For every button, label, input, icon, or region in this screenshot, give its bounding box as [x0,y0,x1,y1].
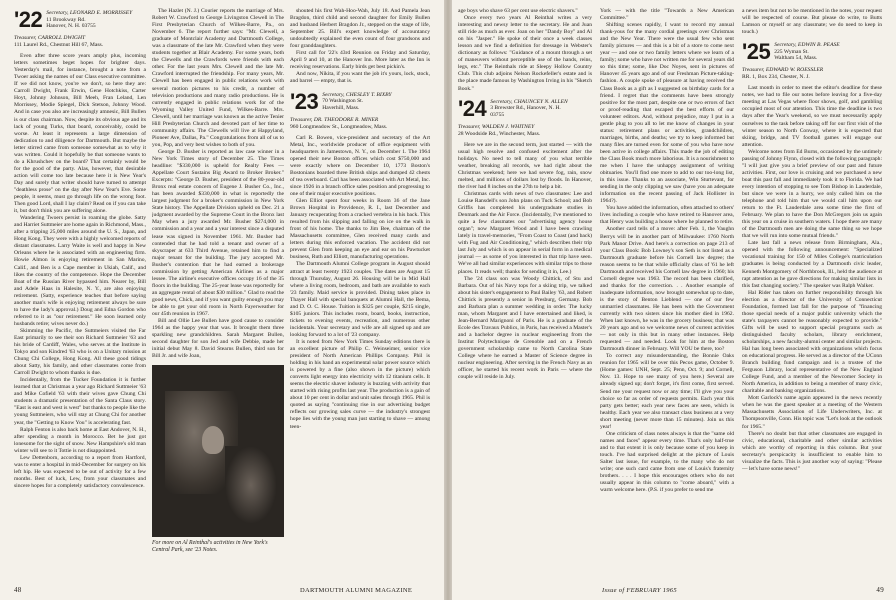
paragraph: Hal Rider has taken on further responsibility through his election as a director of the University of Connecticut Foundation, formed last fall for the purpose of "financing those special needs of a major public university which the state's taxpayers cannot be reasonably expected to provide." Gifts will be used to support special programs such as distinguished faculty scholars, library enrichment, scholarships, a new faculty-alumni center and similar projects. Hal has long been associated with organizations which focus on educational progress. He served as a director of the UConn Branch building fund campaign and is a trustee of the Ferguson Library, local representative of the New England College Fund, and a member of the Newcomer Society in North America, in addition to being a member of many civic, charitable and banking organizations. [742,289,882,395]
paragraph: One criticism of class notes always is that the "same old names and faces" appear every time. That's only half-true and to that extent it is only because some of you keep in touch. I've had surprised delight at the picture of Louis Salter last issue, for example, to the many who do not write; one such card came from one of Louis's fraternity brothers. . . . I hope this encourages others who do not usually appear in this column to "come aboard," with a warm welcome here. (P.S. if you prefer to send me [600,430,734,494]
paragraph: Late last fall a news release from Birmingham, Ala., opened with the following announcement: "Specialized vocational training for 150 of Miles College's matriculation graduates is being conducted by a Dartmouth civic leader, Kenneth Montgomery of Northbrook, Ill., held the audience at rapt attention as he gave directions for making similar lists in this fast changing society." The speaker was Ralph Walker. [742,240,882,289]
paragraph: Christmas cards with news of two classmates: Lee and Louise Ransdell's son John plans on Tuck School; and Bob Griffis has completed his undergraduate studies in Denmark and the Air Force. (Incidentally, I've mentioned to quite a few classmates our "advertising agency house organ"; now Margaret Wood and I have been crawling lately in travel-memories, "From Coast to Coast (and back) with Fug and Air Conditioning," which describes their trip last July and which is on appear in serial form in a medical journal — as some of you interested in that trip have seen. We've all had similar experiences with similar trips to those places. It reads well; thanks for sending it in, Lee.) [458,190,592,275]
paragraph: Lew Dettenborn, according to a report from Hartford, was to enter a hospital in mid-December for surgery on his left hip. He was expected to be out of activity for a few months. Best of luck, Lew, from your classmates and sincere hopes for a completely satisfactory convalescence. [14,454,146,489]
page-gutter [444,0,452,600]
paragraph: George D. Busher is reported as law case winner in a New York Times story of December 25. The Times headline: "$330,000 is upheld for Realty Fees — Appellate Court Sustains Big Award to Broker Broker." Excerpts: "George D. Busher, president of the 80-year-old Bronx real estate concern of Eugene J. Busher Co., Inc., has been awarded $330,000 in what is reportedly the largest judgment for a broker's commission in New York State history. The Appellate Division upheld on Dec. 21 a judgment awarded by the Supreme Court in the Bronx last May when a jury awarded Mr. Busher $274,000 in commission and a year and a year interest since a disputed lease was signed in November 1961. Mr. Busher had contended that he had told a tenant and owner of a skyscraper at 633 Third Avenue, retained him to find a major tenant for the building. The jury accepted Mr. Busher's contention that he had earned a brokerage commission by getting American Airlines as a major lessee. The airline's executive offices occupy 16 of the 35 floors in the building. The 25-year lease was reportedly for an aggregate rental of about $30 million." Glad to read the good news, Chick, and if you want guilty enough you may be able to get your old room in North Fayerweather for our 45th reunion in 1967. [152,148,284,318]
paragraph: And now, Nikita, if you want the job it's yours, lock, stock, and barrel — empty, that is. [290,71,430,85]
right-footer-title: Issue of FEBRUARY 1965 [602,587,677,594]
paragraph: Welcome notes from Ed Burns, occasioned by the untimely passing of Johnny Flynn, closed with the following paragraph: "I will just give you a brief preview of our past and future activities. First, our love is cruising and we purchased a new boat this past fall and immediately took it to Florida. We had every intention of stopping to see Tom Bishop in Lauderdale, but since we were in a hurry, we only called him on the telephone and told him that we would call him upon our return to the Ft. Lauderdale area some time the first of February. We plan to have the Don McGregors join us again this year on a cruise in southern waters. I hope there are many of the Dartmouth men are doing the same thing so we hope that we will run into some mutual friends." [742,148,882,240]
left-column-2 [152,8,284,580]
paragraph: You have added the information, often attached to others' lives including a couple who have retired to Hanover area, that Henry was building a house where he planned to retire. [600,205,734,226]
class-1922-treasurer: Treasurer, CARROLL DWIGHT 111 Laurel Rd., Chestnut Hill 67, Mass. [14,35,104,49]
paragraph: a news item but not to be mentioned in the notes, your request will be respected of course. But please do write, to Butts Lamson or myself or any classmate; we do need to keep in touch.) [742,8,882,36]
paragraph: shouted his first Wah-Hoo-Wah, July 18. And Pamela Jean Bragdon, third child and second daughter for Emily Bullen and husband Herbert Bragdon Jr., stepped on the stage of life, September 25. Bill's expert knowledge of accountancy undoubtedly explained the even count of four grandsons and four granddaughters. [290,8,430,50]
class-year-1924: '24 [458,95,487,121]
class-1924-secretary: Secretary, CHAUNCEY N. ALLEN 3 Brewster Rd., Hanover, N. H. 03755 [490,98,568,118]
paragraph: Last month in order to meet the editor's deadline for these notes, we had to file our notes before leaving for a five-day meeting at Las Vegas where floor shows, golf, and gambling occupied most of our attention. This time the deadline is two days after the Year's weekend, so we must necessarily apply ourselves to the task before taking off for our first visit of the winter season to North Conway, where it is expected that skiing, bridge, and TV football games will engage our attention. [742,85,882,148]
paragraph: Even after three score years amply plus, incoming letters sometimes beget hopes for brighter days. Yesterday's mail, for instance, brought a note from a Twoer asking the names of our Class executive committee. If we did not know, you're we don't, so here they are: Carroll Dwight, Frank Erwin, Gene Hotchkiss, Carter Hoyt, Johnny Johnson, Bill Meeh, Fran Leland, Len Morrissey, Modie Spiegel, Dick Stetson, Johnny Wood. And in case you also are increasingly amnesic, Bill Bullen is our class chairman. Now, despite its obvious age and its lack of young Turks, that board, conceivably, could be worse. At least it represents a large dimension of dedication to and diligence for Dartmouth. But maybe the letter stirred came from someone somewhat as to why it was written. Could it hopefully be that someone wants to do a Khrushchev on the board? That certainly would be for the good of the party. Alas, however, that desirable action will come too late because here it is New Year's Day and surely that writer should have turned to attempt "deathless prose" on the day after New Year's Eve. Some people, it seems, must go through life on the wrong foot. Then good Lord, shall I lay claim? Read on if you can take it, but don't think you are suffering alone. [14,53,146,215]
class-1924-header [458,95,592,121]
class-1925-treasurer: Treasurer, EDWARD W. ROESSLER RR. 1, Box 234, Chester, N. J. [742,67,824,81]
right-page-number: 49 [876,586,884,594]
paragraph: Another card tells of a move: after Feb. 1, the Vaughn Berrys will be in another part of Milwaukee: 1760 North Park Manor Drive. And here's a correction on page 213 of your Class Book: Bob Lowney's son Seth is not listed as a Dartmouth graduate before his Cornell law degree; the reason seems to be that while officially class of '61 he left Dartmouth and received his Cornell law degree in 1960; his Cornell degree was 1963. The record has been clarified, and thanks for the correction. . . Another example of inadequate information, now brought somewhat up to date, is the story of Benton Lieblend — one of our few unmarried classmates. He has been with the Government currently with two sisters since his mother died in 1962. When last known, he was in the grocery business; that was 20 years ago and so we welcome news of current activities — not only in this but in many other instances. Help requested — and needed. Look for him at the Boston Dartmouth dinner in February. Will YOU be there, too? [600,226,734,353]
class-1923-treasurer: Treasurer, DR. THEODORE R. MINER 960 Longmeadow St., Longmeadow, Mass. [290,116,388,130]
paragraph: First call for '22's 43rd Reunion on Friday and Saturday, April 9 and 10, at the Hanover Inn. More later as the Inn is receiving reservations. Early birds get best pickin's. [290,50,430,71]
class-1925-header [742,39,882,65]
class-year-1925: '25 [742,39,771,65]
paragraph: age boys who shave 63 per cent use electric shavers." [458,8,578,14]
class-year-1923: '23 [290,88,319,114]
paragraph: Here we are in the second term, just started — with the usual high resolve and confused excitement after the holidays. No need to tell many of you what terrible weather, breaking all records, we had right about the Christmas weekend; here we had severe fog, rain, snow melted, and millions of dollars lost by floods. In Hanover, the river had 8 inches on the 27th to help a bit. [458,141,592,190]
paragraph: Glen Elliot spent four weeks in Room 36 of the Jane Brown Hospital in Providence, R. I., last December and January recuperating from a cracked vertebra in his back. This resulted from his slipping and falling on ice on the walk in front of his home. The thanks to Jim Bee, chairman of the Massachusetts committee, Glen received many cards and letters during this enforced vacation. The accident did not prevent Glen from keeping an eye and ear on his Pawtucket business, Ruth and Elliott, manufacturing operations. [290,198,430,261]
paragraph: It is noted from New York Times Sunday editions there is an excellent picture of Philip C. Weinseimer, senior vice president of North American Phillips Company. Phil is holding in his hand an experimental solar power source which is powered by a fine (also shown in the picture) which converts light energy into electricity with 12 titanium cells. It seems the electric shaver industry is buzzing with activity that started with rising profits last year. The production is a gain of about 10 per cent in dollar and unit sales through 1965. Phil is quoted as saying "continuing rise in our advertising budget reflects our growing sales curve — the industry's strongest hope lies with the young man just starting to shave — among teen- [290,338,430,430]
paragraph: The '24 class son was Woody Chittick, of Stu and Barbara. Out of his Navy tops for a skiing trip, we talked about his sister's engagement to Paul Bailey '63, and Robert Chittick is presently a senior in Presburg, Germany. Bob and Barbara plan a summer wedding in order. The lucky man, whom Margaret and I have entertained and liked, is Jean-Bernard Marignoni of Paris. He is a graduate of the Ecole des Travaux Publics, in Paris, has received a Master's and a bachelor degree in nuclear engineering from the Institut Polytechnique de Grenoble and on a French government scholarship came to North Carolina State College where he earned a Master of Science degree in nuclear engineering. After serving in the French Navy as an officer, he started his recent work in Paris — where the couple will reside in July. [458,275,592,381]
class-1925-secretary: Secretary, EDWIN B. PEASE 225 Wyman St. Waltham 54, Mass. [774,42,840,62]
paragraph: Once every two years Al Reinthal writes a very interesting and newsy letter to the secretary. He and Juan still ride as much as ever. Joan on her "Dandy Boy" and Al on his "Jasper." He spoke of their once a week classes lesson and we find a definition for dressage in Webster's dictionary as follows: "Guidance of a mount through a set of maneuvers without perceptible use of the hands, reins, legs, etc." The Reinthals ride at Sleepy Hollow Country Club. This club adjoins Nelson Rockefeller's estate and is the place made famous by Washington Irving in his "Sketch Book." [458,15,592,92]
paragraph: To correct any misunderstanding, the Bonnie Oaks reunion for 1965 will be over this Pecos game, October 9. (Home games: UNH, Sept. 25; Penn, Oct. 9; and Cornell, Nov. 13. Hope to see many of you here.) Several are already signed up; don't forget, it's first come, first served. Send me your request now or any time; I'll give you your choice so far as order of requests permits. Each year this party gets better; each year new faces are seen, which is healthy. Each year we also transact class business at a very short meeting (never more than 15 minutes). Join us this year! [600,353,734,430]
class-year-1922: '22 [14,8,43,32]
right-page [452,0,896,600]
paragraph: Shifting scenes rapidly, I want to record my annual thank-yous for the many cordial greetings over Christmas and the New Year. There were the usual few who sent family pictures — and this is a bit of a store to come next year — and one or two family letters where we learn of a family; some who have not written me for several years did so this time; some, like Doc Noyes, sent in pictures of Hanover 45 years ago and of our Freshman Picture-taking-fashion. A couple spoke of pleasure at having received the Class Book as a gift as I suggested on birthday cards for a friend. I regret that the comments have been strongly positive for the most part, despite one or two errors of fact or proof-reading that escaped the best efforts of our volunteer editors. And, without prejudice, may I put in a gentle plug to you all to let me know of changes in your status: retirement plans or activities, grandchildren, marriages, births, and deaths; we try to keep informed but many files are turned even for some of you who have now been active in college affairs. This made the job of editing the Class Book much more laborious. It is a nourishment to me when I have the unhappy assignment of writing obituaries. You'll find one more to add to our too-long list, in this issue. Thanks to an associate, Win Sturtevant, for sending in the only clipping we saw (have you an adequate information on the recent passing of Jack Hollister in 1964?). [600,22,734,205]
class-1922-header [14,10,146,30]
paragraph: Bill and Ollie Lee Bullen have good cause to consider 1964 as the happy year that was. It brought them three sparkling new grandchildren. Sarah Margaret Bullen, second daughter for son Jed and wife Debbie, made her initial debut May 8. David Stearns Bullen, third son for Bill Jr. and wife Joan, [152,318,284,360]
paragraph: There's no doubt but that other classmates are engaged in civic, educational, charitable and other similar activities which are worthy of reporting in this column. But your secretary's perspicacity is insufficient to enable him to visualize the facts. This is just another way of saying: "Please — let's have some news!" [742,430,882,472]
right-column-3 [742,8,882,580]
paragraph: Skimming the Pacific, the Suttmeiers visited the Far East primarily to see their son Richard Suttmeier '63 and his bride of Cardiff, Wales, who serves at the Institute in Tokyo and son Kindred '63 who is on a Unitary mission at Chung Chi College, Hong Kong. All these good tidings about Satty, his family, and other classmates come from Carroll Dwight to whom thanks is due. [14,327,146,377]
paragraph: Ralph Fenton is also back home at East Andover, N. H., after spending a month in Morocco. Bet he just got lonesome for the sight of snow. New Hampshire's old man winter will see to it Tottie is not disappointed. [14,426,146,454]
left-column-1 [14,8,146,580]
right-column-1 [458,8,592,580]
class-1923-header [290,88,430,114]
paragraph: Carl R. Bowen, vice-president and secretary of the Art Metal, Inc., worldwide producer of office equipment with headquarters in Jamestown, N. Y., on December 1. The 1964 opened their new Boston offices which cost $750,000 and were exactly where on December 10, 1773 Boston's Bostonians boarded three British ships and dumped 42 chests of tea overboard. Carl has been associated with Art Metal, Inc. since 1926 in a branch office sales position and progressing to one of their major executive positions. [290,134,430,197]
class-1923-secretary: Secretary, CHESLEY T. BIXBY 70 Washington St. Haverhill, Mass. [322,91,392,111]
photo-caption: For more on Al Reinthal's activities in New York's Central Park, see '23 Notes. [152,540,268,554]
paragraph: York — with the title "Towards a New American Committee." [600,8,734,22]
class-1922-secretary: Secretary, LEONARD E. MORRISSEY 11 Brookway Rd. Hanover, N. H. 03755 [46,10,133,30]
reinthal-photo [152,365,284,537]
left-page [0,0,444,600]
class-1924-treasurer: Treasurer, WALDEN J. WHITNEY 28 Woodside Rd., Winchester, Mass. [458,123,541,137]
right-column-2 [600,8,734,580]
paragraph: Wandering Twoers persist in roaming the globe. Satty and Harriet Suttmeier are home again in Richmond, Mass., after a tripping 25,000 miles around the U. S., Japan, and Hong Kong. They were with a highly welcomed reports of distant classmates. Larry Waite is well and happy in New Orleans where he is associated with an engineering firm. Howie Almon is enjoying retirement in San Marino, Calif., and Ben is a Cape member in Ukiah, Calif., and likes the country of the competence. Hope the December Boat of the Russian River bypassed him. Nearer by, Bill and Adele Haas in Halesite, N. Y., are also enjoying retirement. (Satty, experience teaches that before saying another man's wife is enjoying retirement always be sure to have the lady's approval.) Doug and Edna Gordon who referred to it as "our retirement." He soon learned only husbands retire; wives never do.) [14,215,146,327]
left-column-3 [290,8,430,580]
paragraph: The Hazlet (N. J.) Courier reports the marriage of Mrs. Robert W. Crawford to George Livingston Clewell in The First Presbyterian Church of Wilkes-Barre, Pa., on November 6. The report further says: "Mr. Clewell, a graduate of Montclair Academy and Dartmouth College, was a classmate of the late Mr. Crawford when they were students together at Blair Academy. For some years, both the Clewells and the Crawfords were friends with each other. For the last years Mrs. Clewell and the late Mr. Crawford interrupted the friendship. For many years, Mr. Clewell has been engaged in public relations work with several motion pictures to his credit, a number of television productions and many radio productions. He is currently engaged in public relations work for of the Wyoming Valley United Fund, Wilkes-Barre. Mrs. Clewell, until her marriage was known as the active Tenier Hill Presbyterian Church and devoted part of her time to community affairs. The Clewells will live at Happyland, Pioneer Ave, Dallas, Pa." Congratulations from all of us to you, Pop, and very best wishes to both of you. [152,8,284,148]
left-footer-title: DARTMOUTH ALUMNI MAGAZINE [300,587,413,594]
paragraph: Mott Garlock's name again appeared in the news recently when he was the guest speaker at a meeting of the Western Massachusetts Association of Life Underwriters, Inc. at Thompsonville, Conn. His topic was "Let's look at the outlook for 1965." [742,395,882,430]
paragraph: The Dartmouth Alumni College program in August should attract at least twenty 1923 couples. The dates are August 15 through Thursday, August 26. Housing will be in Mid Hall where a living room, bedroom, and bath are available to each '23 family. Maid service is provided. Dining takes place in Thayer Hall with special banquets at Alumni Hall, the Bema, and D. O. C. House. Tuition is $325 per couple, $215 single, $105 juniors. This includes room, board, books, instruction, tickets to evening events, recreation, and numerous other incidentals. Your secretary and wife are all signed up and are looking forward to a lot of '23 company. [290,261,430,338]
paragraph: Incidentally, from the Tucker Foundation it is further learned that at Christmas a year ago Richard Suttmeier '63 and Mike Cofield '63 with their wives gave Chung Chi students a dramatic presentation of the Santa Claus story. "East is east and west is west" but thanks to people like the young Suttmeiers, who will stay at Chung Chi for another year, the "Getting to Know You" is accelerating fast. [14,377,146,426]
left-page-number: 48 [14,586,22,594]
